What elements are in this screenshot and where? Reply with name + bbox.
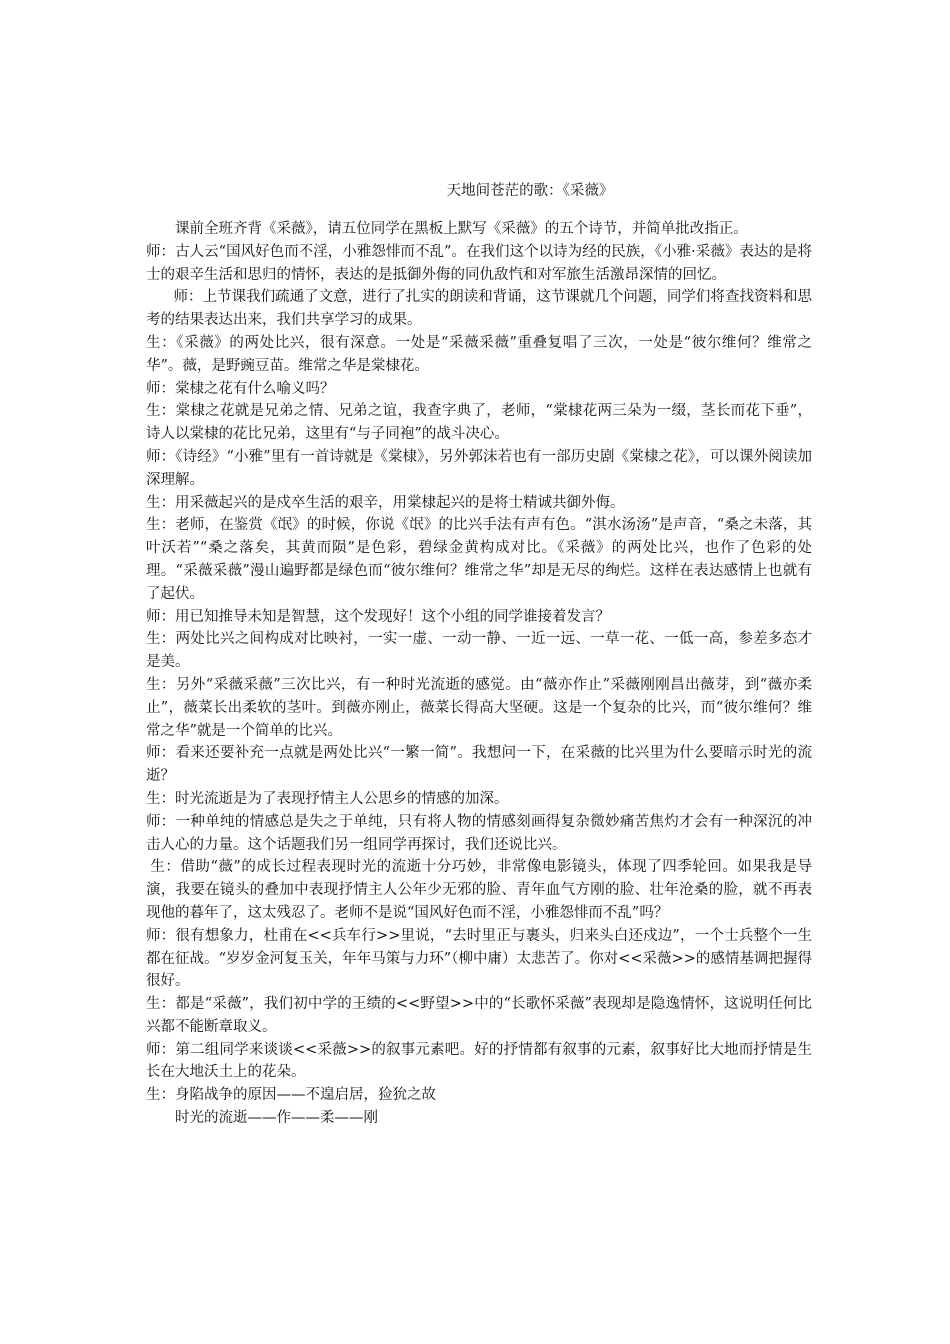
paragraph-teacher-4: 师：《诗经》“小雅”里有一首诗就是《棠棣》，另外郭沫若也有一部历史剧《棠棣之花》，可以课外阅读加深理解。 <box>146 448 812 488</box>
paragraph-teacher-6: 师：看来还要补充一点就是两处比兴“一繁一简”。我想问一下，在采薇的比兴里为什么要暗示时光的流逝？ <box>146 745 812 785</box>
document-title: 天地间苍茫的歌：《采薇》 <box>446 183 614 199</box>
paragraph-student-3: 生：用采薇起兴的是戍卒生活的艰辛，用棠棣起兴的是将士精诚共御外侮。 <box>146 494 625 511</box>
paragraph-student-7: 生：时光流逝是为了表现抒情主人公思乡的情感的加深。 <box>146 790 509 807</box>
paragraph-student-5: 生：两处比兴之间构成对比映衬，一实一虚、一动一静、一近一远、一草一花、一低一高，参差多态才是美。 <box>146 631 812 671</box>
paragraph-teacher-3: 师：棠棣之花有什么喻义吗？ <box>146 380 335 397</box>
document-body <box>146 218 812 1130</box>
paragraph-teacher-7: 师：一种单纯的情感总是失之于单纯，只有将人物的情感刻画得复杂微妙痛苦焦灼才会有一种深沉的冲击人心的力量。这个话题我们另一组同学再探讨，我们还说比兴。 <box>146 813 812 853</box>
paragraph-teacher-2: 师：上节课我们疏通了文意，进行了扎实的朗读和背诵，这节课就几个问题，同学们将查找资料和思考的结果表达出来，我们共享学习的成果。 <box>146 289 812 329</box>
paragraph-student-6: 生：另外“采薇采薇”三次比兴，有一种时光流逝的感觉。由“薇亦作止”采薇刚刚昌出薇芽，到“薇亦柔止”，薇菜长出柔软的茎叶。到薇亦刚止，薇菜长得高大坚硬。这是一个复杂的比兴，而“彼尔维何？维常之华”就是一个简单的比兴。 <box>146 676 812 739</box>
paragraph-student-8: 生：借助“薇”的成长过程表现时光的流逝十分巧妙，非常像电影镜头，体现了四季轮回。如果我是导演，我要在镜头的叠加中表现抒情主人公年少无邪的脸、青年血气方刚的脸、壮年沧桑的脸，就不再表现他的暮年了，这太残忍了。老师不是说“国风好色而不淫，小雅怨悱而不乱”吗？ <box>146 859 812 921</box>
paragraph-teacher-9: 师：第二组同学来谈谈<<采薇>>的叙事元素吧。好的抒情都有叙事的元素，叙事好比大地而抒情是生长在大地沃土上的花朵。 <box>146 1041 812 1081</box>
paragraph-student-2: 生：棠棣之花就是兄弟之情、兄弟之谊，我查字典了，老师，“棠棣花两三朵为一缀，茎长而花下垂”，诗人以棠棣的花比兄弟，这里有“与子同袍”的战斗决心。 <box>146 403 812 443</box>
paragraph-student-4: 生：老师，在鉴赏《氓》的时候，你说《氓》的比兴手法有声有色。“淇水汤汤”是声音，“桑之未落，其叶沃若”“桑之落矣，其黄而陨”是色彩，碧绿金黄构成对比。《采薇》的两处比兴，也作了色彩的处理。“采薇采薇”漫山遍野都是绿色而“彼尔维何？维常之华”却是无尽的绚烂。这样在表达感情上也就有了起伏。 <box>146 517 812 602</box>
paragraph-student-10: 生：身陷战争的原因——不遑启居，猃狁之故 <box>146 1087 436 1104</box>
paragraph-intro: 课前全班齐背《采薇》，请五位同学在黑板上默写《采薇》的五个诗节，并简单批改指正。 <box>175 221 748 237</box>
paragraph-student-10-continued: 时光的流逝——作——柔——刚 <box>175 1110 378 1127</box>
paragraph-teacher-5: 师：用已知推导未知是智慧，这个发现好！这个小组的同学谁接着发言？ <box>146 608 610 625</box>
paragraph-student-1: 生：《采薇》的两处比兴，很有深意。一处是“采薇采薇”重叠复唱了三次，一处是“彼尔维何？维常之华”。薇，是野豌豆苗。维常之华是棠棣花。 <box>146 334 812 374</box>
paragraph-student-9: 生：都是“采薇”，我们初中学的王绩的<<野望>>中的“长歌怀采薇”表现却是隐逸情怀，这说明任何比兴都不能断章取义。 <box>146 996 812 1035</box>
paragraph-teacher-8: 师：很有想象力，杜甫在<<兵车行>>里说，“去时里正与裹头，归来头白还戍边”，一个士兵整个一生都在征战。“岁岁金河复玉关，年年马策与力环”（柳中庸）太悲苦了。你对<<采薇>>的感情基调把握得很好。 <box>146 927 812 990</box>
paragraph-teacher-1: 师：古人云“国风好色而不淫，小雅怨悱而不乱”。在我们这个以诗为经的民族，《小雅·采薇》表达的是将士的艰辛生活和思归的情怀，表达的是抵御外侮的同仇敌忾和对军旅生活激昂深情的回忆。 <box>146 243 812 283</box>
